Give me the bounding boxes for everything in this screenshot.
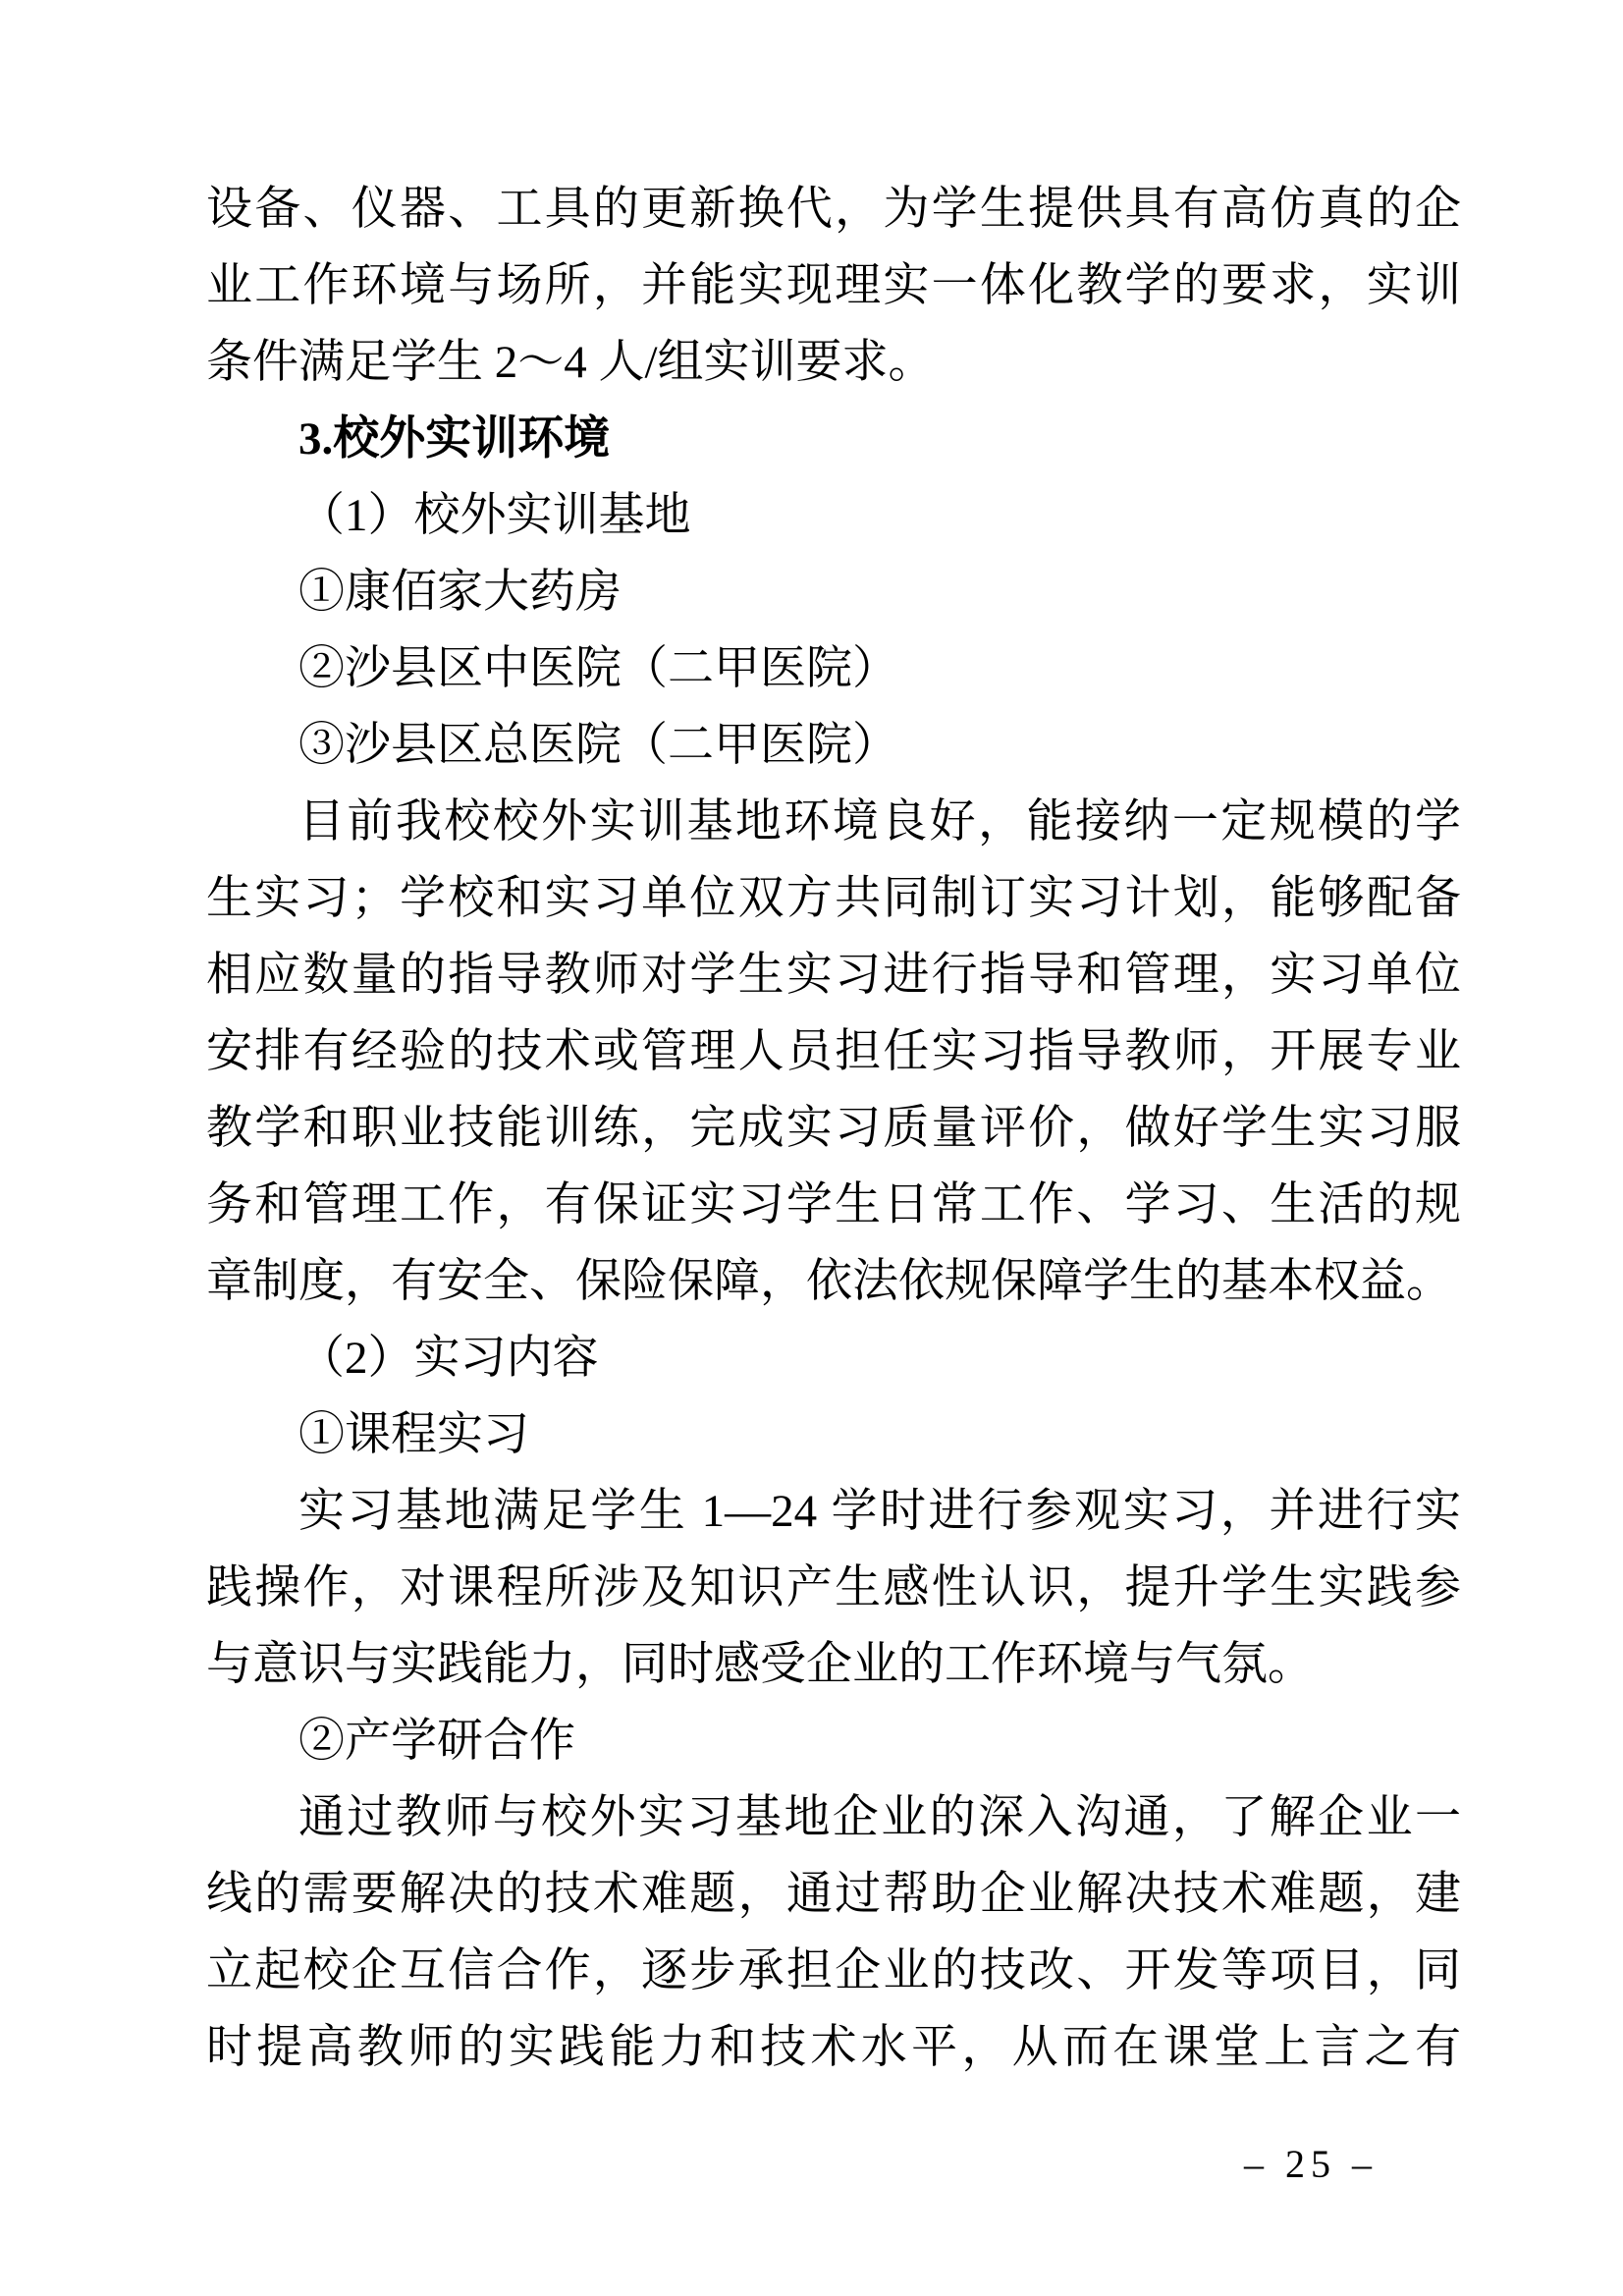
list-item: ③沙县区总医院（二甲医院）	[298, 720, 898, 771]
text-line: 通过教师与校外实习基地企业的深入沟通，了解企业一	[298, 1792, 1461, 1843]
text-line: 务和管理工作，有保证实习学生日常工作、学习、生活的规	[206, 1179, 1461, 1230]
text-line: 相应数量的指导教师对学生实习进行指导和管理，实习单位	[206, 950, 1461, 1001]
text-line: 实习基地满足学生 1—24 学时进行参观实习，并进行实	[298, 1486, 1461, 1537]
text-line: 教学和职业技能训练，完成实习质量评价，做好学生实习服	[206, 1103, 1461, 1154]
text-line: 条件满足学生 2～4 人/组实训要求。	[206, 337, 935, 388]
list-item: ②产学研合作	[298, 1716, 575, 1767]
text-line: 章制度，有安全、保险保障，依法依规保障学生的基本权益。	[206, 1256, 1452, 1307]
text-line: 线的需要解决的技术难题，通过帮助企业解决技术难题，建	[206, 1869, 1461, 1920]
text-line: 设备、仪器、工具的更新换代，为学生提供具有高仿真的企	[206, 184, 1461, 235]
list-item: ①康佰家大药房	[298, 567, 622, 618]
text-line: 业工作环境与场所，并能实现理实一体化教学的要求，实训	[206, 260, 1461, 311]
section-heading: 3.校外实训环境	[298, 413, 611, 465]
text-line: 践操作，对课程所涉及知识产生感性认识，提升学生实践参	[206, 1562, 1461, 1613]
subsection-heading: （1）校外实训基地	[298, 490, 691, 541]
text-line: 生实习；学校和实习单位双方共同制订实习计划，能够配备	[206, 873, 1461, 924]
text-line: 目前我校校外实训基地环境良好，能接纳一定规模的学	[298, 796, 1461, 847]
document-body	[206, 171, 1461, 2086]
list-item: ①课程实习	[298, 1409, 529, 1460]
subsection-heading: （2）实习内容	[298, 1333, 599, 1384]
text-line: 安排有经验的技术或管理人员担任实习指导教师，开展专业	[206, 1026, 1461, 1077]
text-line: 立起校企互信合作，逐步承担企业的技改、开发等项目，同	[206, 1945, 1461, 1996]
list-item: ②沙县区中医院（二甲医院）	[298, 643, 898, 694]
text-line: 与意识与实践能力，同时感受企业的工作环境与气氛。	[206, 1639, 1314, 1690]
page-number: – 25 –	[1244, 2142, 1378, 2186]
text-line: 时提高教师的实践能力和技术水平，从而在课堂上言之有	[206, 2022, 1461, 2073]
